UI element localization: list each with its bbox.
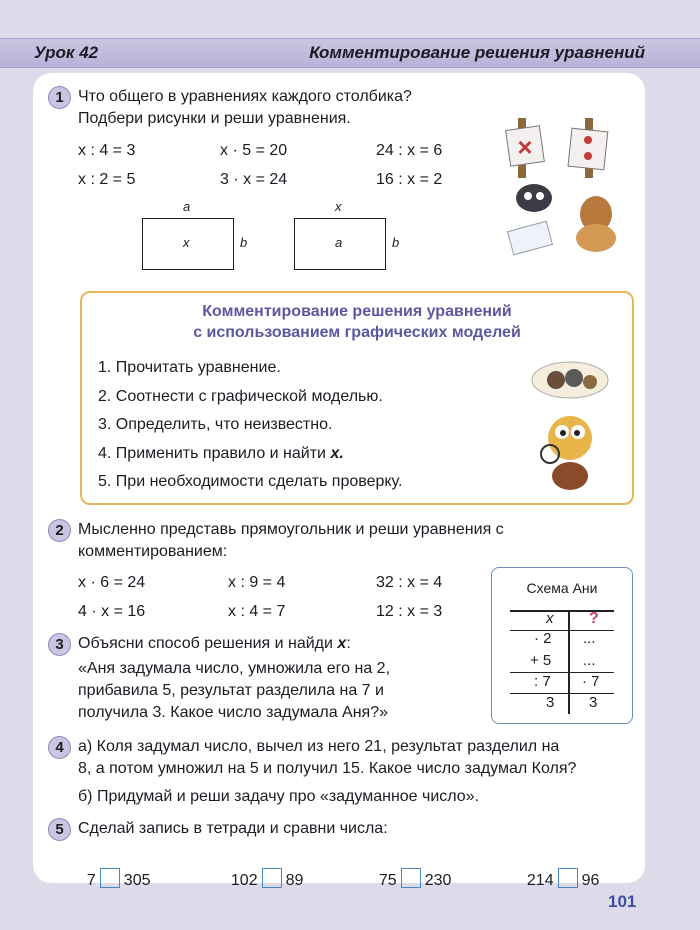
task-3-var: x [337,635,347,652]
t1-eq: 3 · x = 24 [220,171,288,188]
scheme-row-right: 3 [589,694,598,711]
task-3-line-2: «Аня задумала число, умножила его на 2, [78,660,391,677]
compare-left: 102 [230,872,258,889]
rect1-inner-label: x [183,235,190,250]
t2-eq: 32 : x = 4 [376,574,443,591]
t2-eq: x : 9 = 4 [228,574,286,591]
task-3-colon: : [346,635,351,652]
scheme-head-x: x [546,610,554,627]
scheme-row-left: : 7 [534,673,551,690]
comparison-box [100,868,120,888]
compare-pair [518,850,599,890]
rule-step-4-text: 4. Применить правило и найти [98,445,326,462]
scheme-row-right: ... [583,652,596,669]
compare-left: 75 [378,872,397,889]
compare-pair [78,850,151,890]
t1-eq: x · 5 = 20 [220,142,288,159]
bee-character-illustration [520,358,620,493]
t2-eq: x : 4 = 7 [228,603,286,620]
task-5-line-1: Сделай запись в тетради и сравни числа: [78,820,388,837]
t1-eq: x : 2 = 5 [78,171,136,188]
task-3-line-1-text: Объясни способ решения и найди [78,635,333,652]
rect1-top-label: a [183,199,191,214]
compare-right: 230 [424,872,452,889]
task-4-number: 4 [48,736,71,759]
task-2-line-1: Мысленно представь прямоугольник и реши уравнения с [78,521,504,538]
task-4-line-3: б) Придумай и реши задачу про «задуманное число». [78,788,480,805]
compare-right: 305 [123,872,151,889]
compare-pair [370,850,451,890]
task-5-number: 5 [48,818,71,841]
scheme-row-left: 3 [546,694,555,711]
rule-step: 2. Соотнести с графической моделью. [98,388,383,405]
compare-left: 7 [86,872,96,889]
rule-step-4-var: x. [330,445,344,462]
task-3-line-4: получила 3. Какое число задумала Аня?» [78,704,388,721]
t1-eq: 16 : x = 2 [376,171,443,188]
rect2-side-label: b [392,235,400,250]
rule-step-4 [98,445,344,463]
task-3-line-1 [78,633,351,655]
rect2-inner-label: a [335,235,343,250]
lesson-header [0,38,700,68]
scheme-row-right: ... [583,630,596,647]
compare-pair [222,850,303,890]
svg-text:×: × [517,132,533,162]
rule-step: 5. При необходимости сделать проверку. [98,473,403,490]
rect1-side-label: b [240,235,248,250]
rule-box-title-1: Комментирование решения уравнений [202,303,512,320]
scheme-head-question: ? [589,610,599,627]
rule-step: 1. Прочитать уравнение. [98,359,281,376]
task-2-line-2: комментированием: [78,543,228,560]
signs-illustration [500,118,630,268]
scheme-divider [568,610,570,714]
lesson-number: Урок 42 [34,43,99,62]
task-1-number: 1 [48,86,71,109]
anya-scheme [491,567,633,724]
t2-eq: x · 6 = 24 [78,574,146,591]
comparison-box [558,868,578,888]
rule-box-title-2: с использованием графических моделей [193,324,521,341]
rule-step: 3. Определить, что неизвестно. [98,416,333,433]
rect2-top-label: x [335,199,342,214]
task-2-number: 2 [48,519,71,542]
task-1-line-2: Подбери рисунки и реши уравнения. [78,110,351,127]
comparison-box [262,868,282,888]
task-3-line-3: прибавила 5, результат разделила на 7 и [78,682,384,699]
t1-eq: x : 4 = 3 [78,142,136,159]
compare-right: 89 [285,872,304,889]
scheme-row-right: · 7 [582,673,600,690]
task-4-line-2: 8, а потом умножил на 5 и получил 15. Какое число задумал Коля? [78,760,577,777]
scheme-row-left: · 2 [534,630,552,647]
lesson-title: Комментирование решения уравнений [309,43,645,62]
task-1-line-1: Что общего в уравнениях каждого столбика? [78,88,412,105]
page-number: 101 [608,892,637,911]
comparison-box [401,868,421,888]
t2-eq: 12 : x = 3 [376,603,443,620]
scheme-row-left: + 5 [530,652,552,669]
compare-left: 214 [526,872,554,889]
task-4-line-1: а) Коля задумал число, вычел из него 21, результат разделил на [78,738,560,755]
t1-eq: 24 : x = 6 [376,142,443,159]
compare-right: 96 [581,872,600,889]
task-3-number: 3 [48,633,71,656]
t2-eq: 4 · x = 16 [78,603,146,620]
scheme-title: Схема Ани [526,580,598,596]
